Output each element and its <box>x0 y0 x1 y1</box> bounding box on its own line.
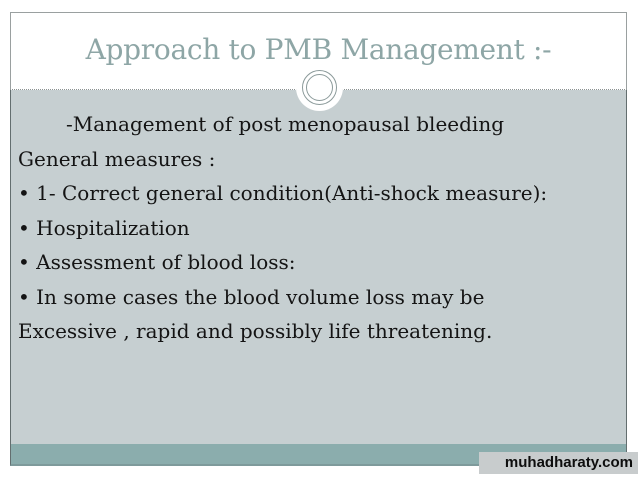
slide-body-panel <box>10 90 627 444</box>
body-line: Excessive , rapid and possibly life threatening. <box>18 319 493 343</box>
body-line: • Assessment of blood loss: <box>18 250 296 274</box>
body-line: • 1- Correct general condition(Anti-shock measure): <box>18 181 548 205</box>
divider-circle-icon <box>302 70 337 105</box>
body-text <box>18 107 618 349</box>
body-line: • Hospitalization <box>18 215 190 240</box>
divider-circle-inner-ring <box>306 74 333 101</box>
watermark: muhadharaty.com <box>479 452 638 474</box>
body-line: • In some cases the blood volume loss may be <box>18 284 485 309</box>
body-line: -Management of post menopausal bleeding <box>66 112 505 136</box>
body-line: General measures : <box>18 146 216 171</box>
page-title: Approach to PMB Management :- <box>85 33 552 66</box>
